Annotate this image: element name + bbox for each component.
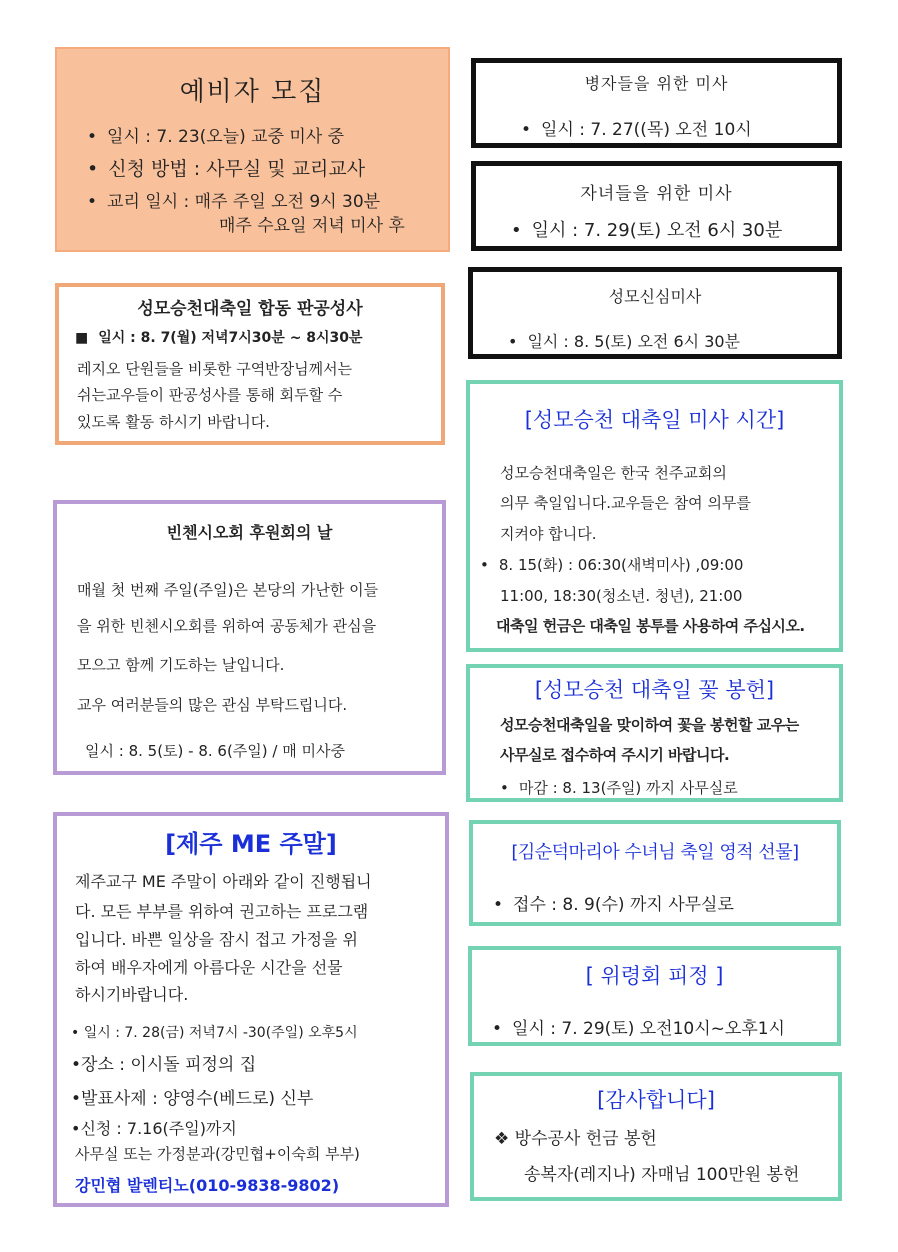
- box-title: 성모승천대축일 합동 판공성사: [137, 299, 363, 319]
- box-title: [성모승천 대축일 미사 시간]: [524, 408, 785, 432]
- marian-devotion-mass-box: [468, 267, 842, 359]
- list-item-continuation: 매주 수요일 저녁 미사 후: [219, 216, 405, 236]
- text-line: 모으고 함께 기도하는 날입니다.: [77, 656, 285, 674]
- date-line: • 일시 : 7. 28(금) 저녁7시 -30(주일) 오후5시: [71, 1025, 358, 1041]
- list-item: • 교리 일시 : 매주 주일 오전 9시 30분: [87, 187, 380, 212]
- list-item: • 마감 : 8. 13(주일) 까지 사무실로: [500, 777, 738, 798]
- text-line: 지켜야 합니다.: [500, 525, 597, 543]
- joint-confession-box: [55, 283, 445, 445]
- square-bullet-icon: ■: [75, 330, 89, 346]
- sick-mass-box: [471, 58, 842, 148]
- text-line: 레지오 단원들을 비롯한 구역반장님께서는: [77, 360, 353, 378]
- text-line: 매월 첫 번째 주일(주일)은 본당의 가난한 이들: [77, 581, 379, 599]
- spiritual-gift-box: [469, 820, 841, 926]
- thanks-box: [470, 1072, 842, 1201]
- box-title: 자녀들을 위한 미사: [580, 184, 733, 204]
- donor-line: 송복자(레지나) 자매님 100만원 봉헌: [524, 1165, 800, 1185]
- children-mass-box: [471, 161, 842, 251]
- list-item: • 신청 방법 : 사무실 및 교리교사: [87, 154, 365, 181]
- list-item: • 접수 : 8. 9(수) 까지 사무실로: [493, 890, 734, 915]
- text-line: 제주교구 ME 주말이 아래와 같이 진행됩니: [75, 872, 372, 891]
- list-item: • 일시 : 7. 29(토) 오전 6시 30분: [511, 216, 782, 242]
- text-line: 의무 축일입니다.교우들은 참여 의무를: [500, 494, 751, 512]
- vincent-society-box: [53, 500, 446, 775]
- list-item: • 일시 : 7. 29(토) 오전10시~오후1시: [492, 1014, 785, 1039]
- list-item: ❖ 방수공사 헌금 봉헌: [494, 1129, 657, 1149]
- list-item: • 일시 : 7. 23(오늘) 교중 미사 중: [87, 122, 344, 147]
- assumption-mass-times-box: [466, 380, 843, 652]
- date-line: ■ 일시 : 8. 7(월) 저녁7시30분 ~ 8시30분: [75, 330, 363, 346]
- box-title: 빈첸시오회 후원회의 날: [166, 523, 333, 542]
- text-line: 성모승천대축일은 한국 천주교회의: [500, 464, 727, 482]
- catechumen-recruit-box: [55, 47, 450, 252]
- text-line: 을 위한 빈첸시오회를 위하여 공동체가 관심을: [77, 617, 377, 635]
- text-line: 하시기바랍니다.: [75, 985, 189, 1004]
- time-line: 11:00, 18:30(청소년. 청년), 21:00: [500, 587, 743, 605]
- text-line: 하여 배우자에게 아름다운 시간을 선물: [75, 958, 343, 977]
- contact-line: 강민협 발렌티노(010-9838-9802): [75, 1176, 340, 1195]
- box-title: [감사합니다]: [597, 1088, 715, 1112]
- box-title: 병자들을 위한 미사: [584, 74, 729, 93]
- text-line: 있도록 활동 하시기 바랍니다.: [77, 413, 270, 431]
- list-item: • 일시 : 7. 27((목) 오전 10시: [521, 115, 752, 140]
- text-line: 성모승천대축일을 맞이하여 꽃을 봉헌할 교우는: [500, 716, 799, 734]
- offering-note: 대축일 헌금은 대축일 봉투를 사용하여 주십시오.: [496, 617, 805, 635]
- text-line: 입니다. 바쁜 일상을 잠시 접고 가정을 위: [75, 930, 358, 949]
- box-title: 성모신심미사: [608, 287, 702, 306]
- text-line: 쉬는교우들이 판공성사를 통해 회두할 수: [77, 386, 343, 404]
- time-line: • 8. 15(화) : 06:30(새벽미사) ,09:00: [480, 554, 743, 575]
- flower-offering-box: [466, 664, 843, 802]
- place-line: •장소 : 이시돌 피정의 집: [71, 1055, 257, 1075]
- memorial-retreat-box: [468, 946, 841, 1046]
- speaker-line: •발표사제 : 양영수(베드로) 신부: [71, 1089, 314, 1109]
- apply-where-line: 사무실 또는 가정분과(강민협+이숙희 부부): [75, 1145, 360, 1163]
- box-title: [ 위령회 피정 ]: [585, 964, 724, 988]
- box-title: [제주 ME 주말]: [165, 830, 337, 858]
- box-title: 예비자 모집: [179, 77, 326, 107]
- text-line: 사무실로 접수하여 주시기 바랍니다.: [500, 746, 730, 764]
- date-line: 일시 : 8. 5(토) - 8. 6(주일) / 매 미사중: [85, 742, 345, 760]
- jeju-me-weekend-box: [53, 812, 449, 1207]
- list-item: • 일시 : 8. 5(토) 오전 6시 30분: [508, 329, 740, 352]
- box-title: [김순덕마리아 수녀님 축일 영적 선물]: [511, 842, 799, 863]
- box-title: [성모승천 대축일 꽃 봉헌]: [534, 678, 775, 702]
- apply-line: •신청 : 7.16(주일)까지: [71, 1119, 237, 1138]
- text-line: 교우 여러분들의 많은 관심 부탁드립니다.: [77, 696, 348, 714]
- text-line: 다. 모든 부부를 위하여 권고하는 프로그램: [75, 902, 369, 921]
